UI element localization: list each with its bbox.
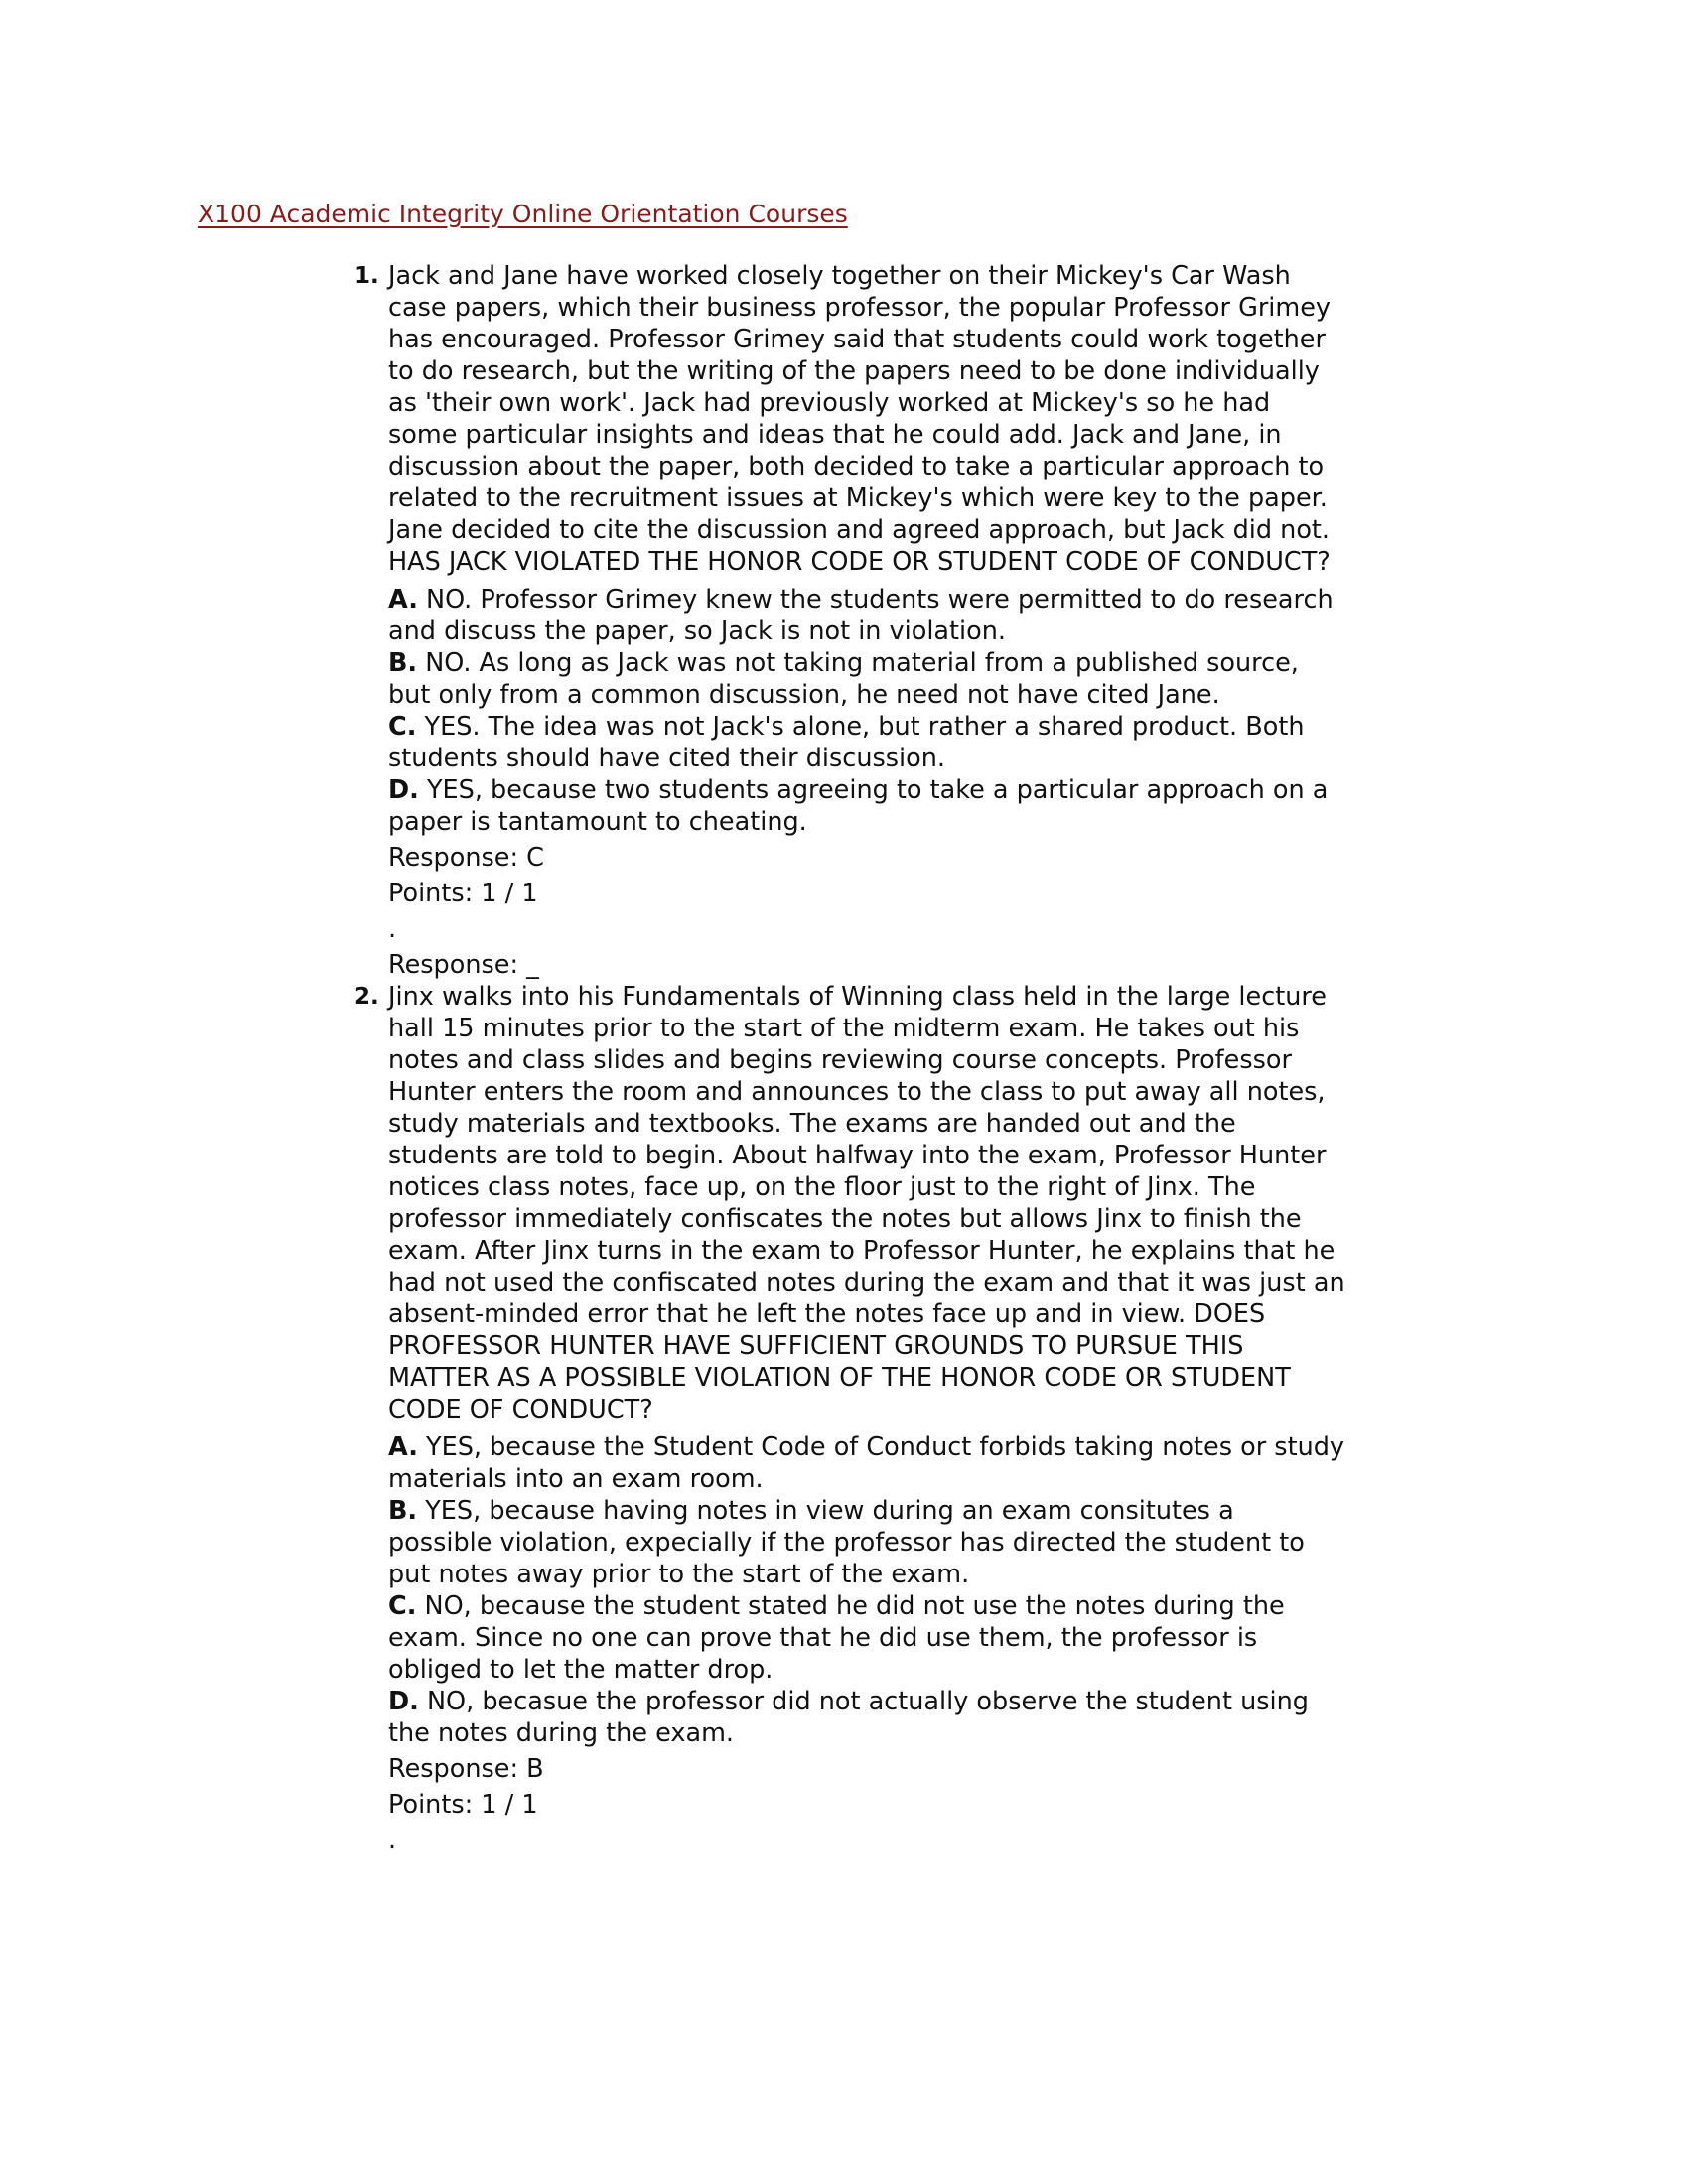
question-text: Jinx walks into his Fundamentals of Winning class held in the large lecture hall 15 minutes prior to the start of the midterm exam. He takes out his notes and class slides and begins reviewing course concepts. Professor Hunter enters the room and announces to the class to put away all notes, study materials and textbooks. The exams are handed out and the students are told to begin. About halfway into the exam, Professor Hunter notices class notes, face up, on the floor just to the right of Jinx. The professor immediately confiscates the notes but allows Jinx to finish the exam. After Jinx turns in the exam to Professor Hunter, he explains that he had not used the confiscated notes during the exam and that it was just an absent-minded error that he left the notes face up and in view. DOES PROFESSOR HUNTER HAVE SUFFICIENT GROUNDS TO PURSUE THIS MATTER AS A POSSIBLE VIOLATION OF THE HONOR CODE OR STUDENT CODE OF CONDUCT? <box>388 982 1345 1425</box>
option-text: NO, because the student stated he did not use the notes during the exam. Since no one can prove that he did use them, the professor is obliged to let the matter drop. <box>388 1591 1285 1685</box>
option-text: NO. As long as Jack was not taking material from a published source, but only from a common discussion, he need not have cited Jane. <box>388 648 1299 710</box>
response-value: Response: C <box>388 843 544 873</box>
option-text: YES, because two students agreeing to take a particular approach on a paper is tantamount to cheating. <box>388 775 1329 837</box>
answer-option-d <box>388 1686 1345 1749</box>
answer-option-a <box>388 584 1345 647</box>
answer-options <box>388 1432 1345 1749</box>
question-1 <box>352 260 1345 981</box>
question-2 <box>352 981 1345 1856</box>
response-value: Response: B <box>388 1754 544 1784</box>
answer-options <box>388 584 1345 838</box>
answer-option-b <box>388 1495 1345 1590</box>
option-letter: C. <box>388 1591 417 1621</box>
answer-option-c <box>388 1590 1345 1686</box>
points-value: Points: 1 / 1 <box>388 1790 538 1820</box>
course-title-link[interactable]: X100 Academic Integrity Online Orientation Courses <box>198 200 848 228</box>
answer-option-d <box>388 774 1345 838</box>
option-text: NO. Professor Grimey knew the students were permitted to do research and discuss the paper, so Jack is not in violation. <box>388 585 1334 646</box>
question-text: Jack and Jane have worked closely together on their Mickey's Car Wash case papers, which their business professor, the popular Professor Grimey has encouraged. Professor Grimey said that students could work together to do research, but the writing of the papers need to be done individually as 'their own work'. Jack had previously worked at Mickey's so he had some particular insights and ideas that he could add. Jack and Jane, in discussion about the paper, both decided to take a particular approach to related to the recruitment issues at Mickey's which were key to the paper. Jane decided to cite the discussion and agreed approach, but Jack did not. HAS JACK VIOLATED THE HONOR CODE OR STUDENT CODE OF CONDUCT? <box>388 261 1332 577</box>
option-letter: D. <box>388 1687 419 1716</box>
option-letter: C. <box>388 712 417 742</box>
option-text: YES, because having notes in view during an exam consitutes a possible violation, expecially if the professor has directed the student to put notes away prior to the start of the exam. <box>388 1496 1305 1589</box>
answer-option-b <box>388 647 1345 711</box>
option-letter: A. <box>388 1433 418 1462</box>
option-text: YES, because the Student Code of Conduct forbids taking notes or study materials into an exam room. <box>388 1433 1345 1494</box>
answer-option-a <box>388 1432 1345 1495</box>
option-letter: D. <box>388 775 419 805</box>
question-number: 2. <box>354 984 379 1010</box>
extra-response-value: Response: _ <box>388 950 539 980</box>
option-letter: B. <box>388 1496 418 1526</box>
question-list <box>352 260 1345 1856</box>
option-letter: B. <box>388 648 418 678</box>
question-number: 1. <box>354 263 379 289</box>
option-text: YES. The idea was not Jack's alone, but rather a shared product. Both students should have cited their discussion. <box>388 712 1305 773</box>
option-letter: A. <box>388 585 418 614</box>
option-text: NO, becasue the professor did not actually observe the student using the notes during the exam. <box>388 1687 1309 1748</box>
answer-option-c <box>388 711 1345 774</box>
separator-dot: . <box>388 1826 397 1855</box>
points-value: Points: 1 / 1 <box>388 879 538 908</box>
separator-dot: . <box>388 914 397 944</box>
